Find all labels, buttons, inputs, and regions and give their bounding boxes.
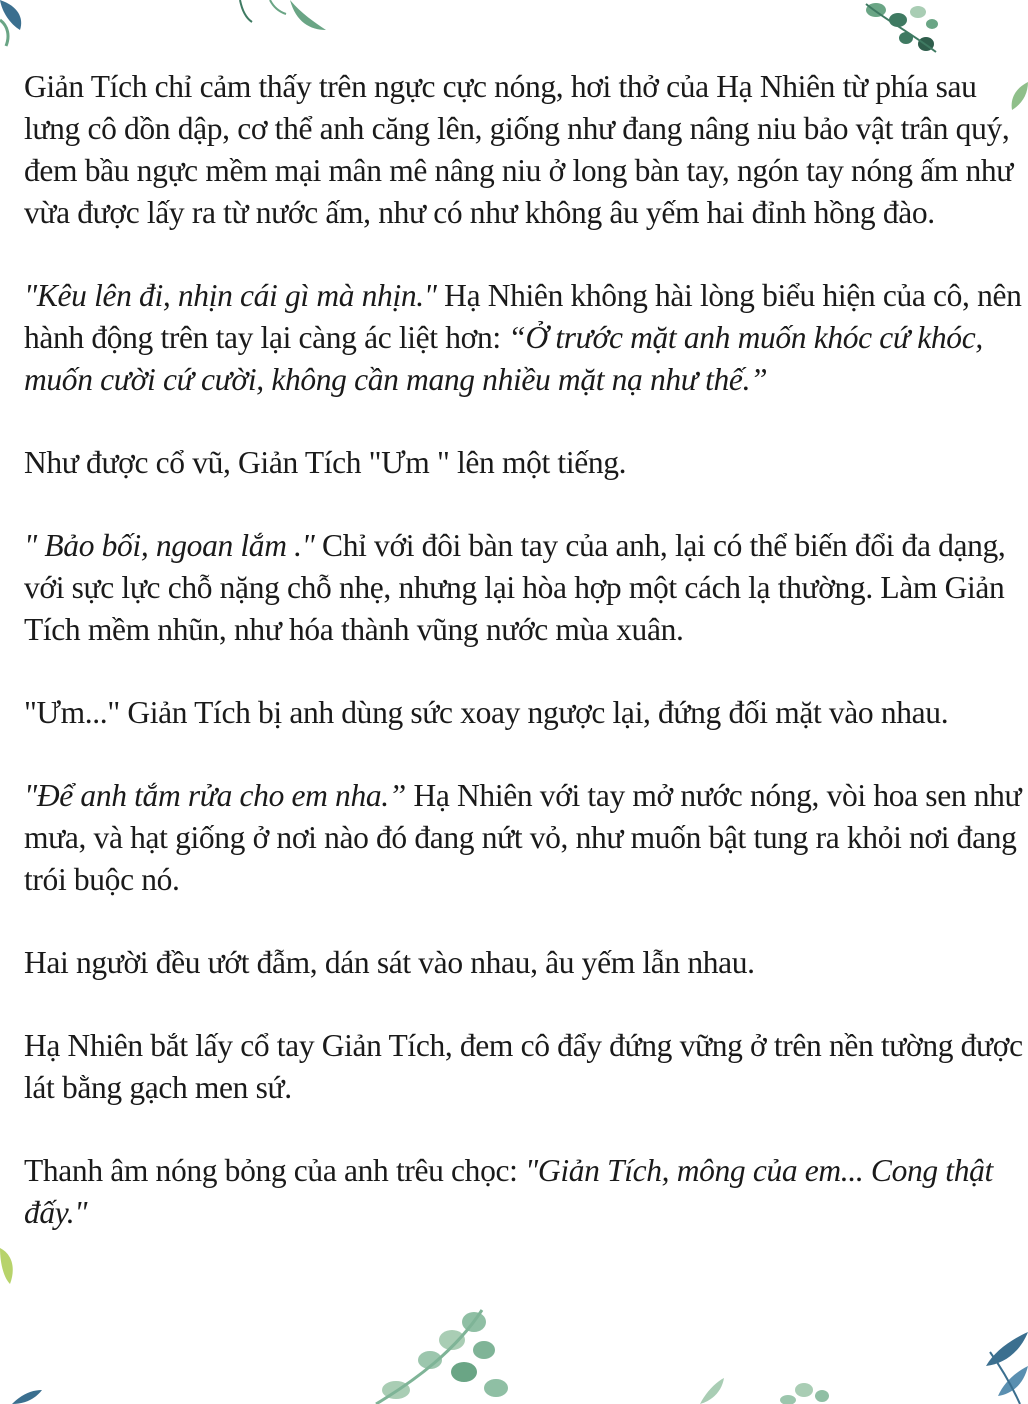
- dialogue-quote: " Bảo bối, ngoan lắm .": [24, 528, 315, 563]
- leaf-sprig-bottom-mid: [680, 1362, 840, 1404]
- narration: Chỉ với đôi bàn tay của anh, lại có thể biến đổi đa dạng, với sực lực chỗ nặng chỗ nhẹ, nhưng lại hòa hợp một cách lạ thường. Làm Giản Tích mềm nhũn, như hóa thành vũng nước mùa xuân.: [24, 528, 1006, 647]
- dialogue-quote: "Giản Tích, mông của em... Cong thật đấy.": [24, 1153, 993, 1230]
- narration: Thanh âm nóng bỏng của anh trêu chọc:: [24, 1153, 526, 1188]
- paragraph-6: [24, 775, 1024, 901]
- paragraph-3: [24, 442, 1024, 484]
- dialogue-quote: “Ở trước mặt anh muốn khóc cứ khóc, muốn cười cứ cười, không cần mang nhiều mặt nạ như thế.”: [24, 320, 983, 397]
- paragraph-9: [24, 1150, 1024, 1234]
- paragraph-4: [24, 525, 1024, 651]
- narration: Hạ Nhiên không hài lòng biểu hiện của cô, nên hành động trên tay lại càng ác liệt hơn:: [24, 278, 1022, 355]
- narration: "Ưm..." Giản Tích bị anh dùng sức xoay ngược lại, đứng đối mặt vào nhau.: [24, 695, 949, 730]
- dialogue-quote: "Kêu lên đi, nhịn cái gì mà nhịn.": [24, 278, 437, 313]
- dialogue-quote: "Để anh tắm rửa cho em nha.”: [24, 778, 406, 813]
- leaf-left-edge: [0, 1244, 22, 1292]
- narration: Giản Tích chỉ cảm thấy trên ngực cực nóng, hơi thở của Hạ Nhiên từ phía sau lưng cô dồn dập, cơ thể anh căng lên, giống như đang nâng niu bảo vật trân quý, đem bầu ngực mềm mại mân mê nâng niu ở long bàn tay, ngón tay nóng ấm như vừa được lấy ra từ nước ấm, như có như không âu yếm hai đỉnh hồng đào.: [24, 69, 1014, 230]
- paragraph-5: [24, 692, 1024, 734]
- paragraph-2: [24, 275, 1024, 401]
- leaf-sprig-bottom-left: [12, 1380, 72, 1404]
- paragraph-8: [24, 1025, 1024, 1109]
- leaf-sprig-top-left: [0, 0, 60, 50]
- narration: Như được cổ vũ, Giản Tích "Ưm " lên một tiếng.: [24, 445, 627, 480]
- leaf-cluster-top-right: [846, 0, 946, 62]
- leaf-cluster-bottom-center: [356, 1300, 556, 1404]
- story-text: [24, 66, 1024, 1275]
- paragraph-7: [24, 942, 1024, 984]
- narration: Hạ Nhiên với tay mở nước nóng, vòi hoa sen như mưa, và hạt giống ở nơi nào đó đang nứt vỏ, như muốn bật tung ra khỏi nơi đang trói buộc nó.: [24, 778, 1022, 897]
- narration: Hai người đều ướt đẫm, dán sát vào nhau, âu yếm lẫn nhau.: [24, 945, 755, 980]
- leaf-sprig-bottom-right: [980, 1322, 1028, 1404]
- paragraph-1: [24, 66, 1024, 234]
- leaf-sprig-top-center: [230, 0, 330, 36]
- narration: Hạ Nhiên bắt lấy cổ tay Giản Tích, đem cô đẩy đứng vững ở trên nền tường được lát bằng gạch men sứ.: [24, 1028, 1023, 1105]
